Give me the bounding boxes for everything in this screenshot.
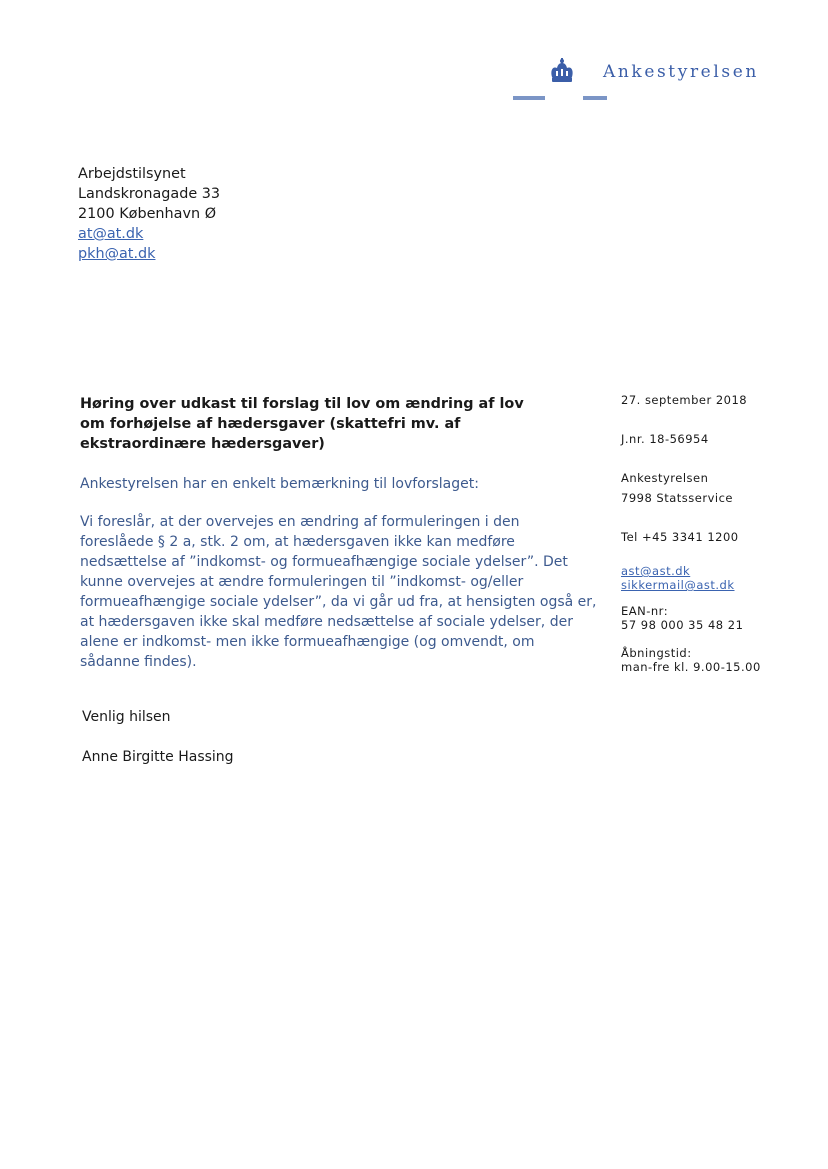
paragraph-line: at hædersgaven ikke skal medføre nedsættelse af sociale ydelser, der bbox=[80, 614, 573, 630]
sidebar-org-address: 7998 Statsservice bbox=[621, 491, 733, 505]
letter-closing: Venlig hilsen bbox=[82, 709, 171, 725]
recipient-email-link-2[interactable]: pkh@at.dk bbox=[78, 246, 156, 262]
recipient-street: Landskronagade 33 bbox=[78, 186, 221, 202]
sidebar-phone: Tel +45 3341 1200 bbox=[621, 530, 739, 544]
logo-bar-right bbox=[583, 96, 607, 100]
letter-signature: Anne Birgitte Hassing bbox=[82, 749, 234, 765]
paragraph-line: kunne overvejes at ændre formuleringen til ”indkomst- og/eller bbox=[80, 574, 524, 590]
org-logo bbox=[505, 55, 795, 110]
paragraph-line: foreslåede § 2 a, stk. 2 om, at hædersgaven ikke kan medføre bbox=[80, 534, 515, 550]
org-logo-text: Ankestyrelsen bbox=[603, 62, 759, 82]
paragraph-line: Vi foreslår, at der overvejes en ændring af formuleringen i den bbox=[80, 514, 520, 530]
letter-heading: Høring over udkast til forslag til lov om ændring af lov om forhøjelse af hædersgaver (skattefri mv. af ekstraordinære hædersgaver) bbox=[80, 396, 524, 452]
recipient-email-link-1[interactable]: at@at.dk bbox=[78, 226, 144, 242]
sidebar-date: 27. september 2018 bbox=[621, 393, 748, 407]
sidebar-hours-value: man-fre kl. 9.00-15.00 bbox=[621, 660, 761, 674]
sidebar-hours-label: Åbningstid: bbox=[621, 646, 692, 660]
paragraph-line: alene er indkomst- men ikke formueafhængige (og omvendt, om bbox=[80, 634, 535, 650]
logo-bar-left bbox=[513, 96, 545, 100]
recipient-address bbox=[78, 164, 220, 264]
sidebar-journal-number: J.nr. 18-56954 bbox=[621, 432, 709, 446]
sidebar-org-name: Ankestyrelsen bbox=[621, 471, 709, 485]
paragraph-line: formueafhængige sociale ydelser”, da vi går ud fra, at hensigten også er, bbox=[80, 594, 597, 610]
crown-icon bbox=[547, 58, 577, 86]
paragraph-line: sådanne findes). bbox=[80, 654, 197, 670]
sidebar-ean-label: EAN-nr: bbox=[621, 604, 669, 618]
recipient-name: Arbejdstilsynet bbox=[78, 166, 186, 182]
sidebar-email-link[interactable]: ast@ast.dk bbox=[621, 564, 691, 578]
paragraph-line: nedsættelse af ”indkomst- og formueafhængige sociale ydelser”. Det bbox=[80, 554, 568, 570]
letter-intro: Ankestyrelsen har en enkelt bemærkning til lovforslaget: bbox=[80, 476, 479, 492]
sidebar-ean-value: 57 98 000 35 48 21 bbox=[621, 618, 744, 632]
letter-paragraph bbox=[80, 512, 600, 672]
recipient-city: 2100 København Ø bbox=[78, 206, 217, 222]
sidebar-secure-email-link[interactable]: sikkermail@ast.dk bbox=[621, 578, 735, 592]
